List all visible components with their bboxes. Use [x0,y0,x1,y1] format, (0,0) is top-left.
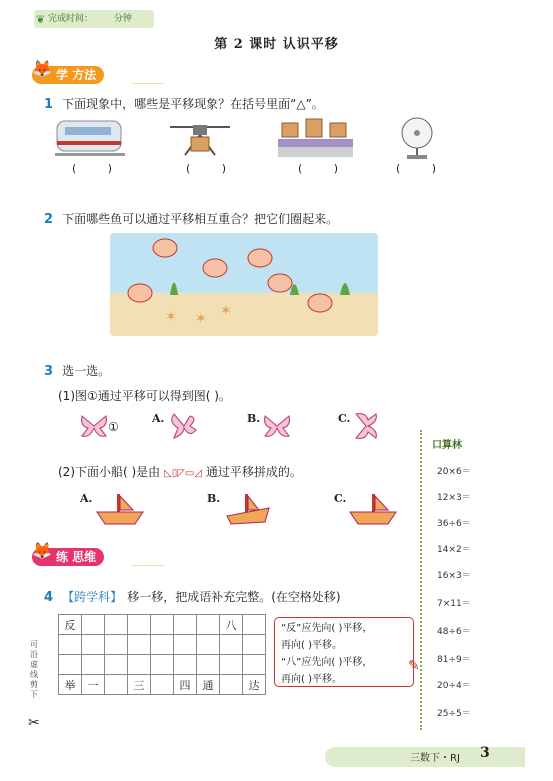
grid-cell[interactable] [220,635,243,655]
q1-number: 1 [44,97,54,112]
banner-divider [132,83,164,84]
grid-cell[interactable] [59,635,82,655]
shape-pieces-icon: ◺▯◸▭◿ [164,468,203,479]
grid-cell[interactable] [105,655,128,675]
grid-cell[interactable] [128,635,151,655]
q3-2-option-a[interactable]: A. [80,492,93,505]
calc-item-2: 12×3＝ [437,493,471,503]
time-bar [34,10,154,28]
banner-divider [132,565,164,566]
q4-text: 移一移，把成语补充完整。(在空格处移) [127,590,341,604]
grid-cell[interactable] [128,655,151,675]
section-learn-banner [32,59,172,84]
grid-cell[interactable] [174,615,197,635]
q4-number: 4 [44,590,54,605]
calc-title: 口算林 [432,440,462,451]
grid-cell[interactable] [174,655,197,675]
grid-cell[interactable]: 达 [243,675,266,695]
circled-one-label: ① [108,420,119,434]
grid-row-2 [59,635,266,655]
grid-cell[interactable] [197,655,220,675]
idiom-note-box [274,617,414,687]
grid-row-4 [59,675,266,695]
grid-row-3 [59,655,266,675]
cut-along-line-note: 可沿虚线剪下 [30,640,38,699]
q3-sub2-suffix: 通过平移拼成的。 [205,465,302,479]
grid-cell[interactable] [174,635,197,655]
butterfly-a-icon [170,412,198,440]
grid-cell[interactable] [151,635,174,655]
q1-answer-1[interactable]: ( ) [72,162,127,175]
grid-cell[interactable] [197,615,220,635]
fish-tank-image [110,233,378,336]
boat-c-image [348,492,398,528]
q3-1-option-c[interactable]: C. [338,412,351,425]
lesson-title: 第 2 课时 认识平移 [214,37,339,52]
note-line-1: “反”应先向( )平移， [281,623,373,634]
train-image [55,115,125,160]
time-unit: 分钟 [113,14,132,24]
calc-item-1: 20×6＝ [437,467,471,477]
calc-item-7: 48÷6＝ [437,627,471,637]
grid-cell[interactable] [243,615,266,635]
calc-item-9: 20÷4＝ [437,681,471,691]
q3-2-option-c[interactable]: C. [334,492,347,505]
svg-text:✶: ✶ [165,309,177,325]
grid-cell[interactable]: 一 [82,675,105,695]
grid-cell[interactable] [105,615,128,635]
fox-mascot-icon: 🦊 [32,541,52,560]
grid-cell[interactable] [59,655,82,675]
q3-prompt [44,360,110,379]
q3-text: 选一选。 [62,364,111,378]
grid-cell[interactable]: 三 [128,675,151,695]
grid-cell[interactable]: 八 [220,615,243,635]
grid-cell[interactable]: 通 [197,675,220,695]
calc-item-8: 81÷9＝ [437,655,471,665]
note-line-3: “八”应先向( )平移， [281,657,373,668]
grid-row-1 [59,615,266,635]
calc-item-6: 7×11＝ [437,599,471,609]
pencil-icon: ✎ [408,658,420,674]
section-practice-label: 练 思维 [32,548,104,566]
page-info: 三数下・RJ [410,753,460,764]
leaf-icon: ❦ [36,13,46,26]
grid-cell[interactable] [82,655,105,675]
grid-cell[interactable] [82,635,105,655]
drone-image [165,115,235,160]
grid-cell[interactable] [220,655,243,675]
q1-prompt [44,93,324,112]
grid-cell[interactable] [243,655,266,675]
q3-number: 3 [44,364,54,379]
grid-cell[interactable] [82,615,105,635]
q1-answer-2[interactable]: ( ) [186,162,241,175]
grid-cell[interactable] [128,615,151,635]
fox-mascot-icon: 🦊 [32,59,52,78]
q2-text: 下面哪些鱼可以通过平移相互重合？把它们圈起来。 [62,212,339,226]
grid-cell[interactable]: 四 [174,675,197,695]
boat-b-image [223,492,273,528]
grid-cell[interactable] [151,655,174,675]
time-label: 完成时间： [48,14,94,24]
conveyor-image [278,115,353,160]
grid-cell[interactable] [243,635,266,655]
butterfly-c-icon [352,412,380,440]
section-practice-banner [32,541,172,566]
calc-item-10: 25÷5＝ [437,709,471,719]
q4-tag: 【跨学科】 [62,590,123,604]
calc-divider [420,430,423,730]
q3-sub2-prefix: (2)下面小船( )是由 [58,465,161,479]
q2-number: 2 [44,212,54,227]
q4-prompt [44,586,341,605]
q2-prompt [44,208,338,227]
grid-cell[interactable] [105,675,128,695]
q3-sub1: (1)图①通过平移可以得到图( )。 [58,389,231,403]
note-line-4: 再向( )平移。 [281,674,342,685]
butterfly-original-icon [80,412,108,440]
q3-1-option-b[interactable]: B. [247,412,261,425]
q1-text: 下面现象中，哪些是平移现象？在括号里面“△”。 [62,97,324,111]
grid-cell[interactable] [105,635,128,655]
q1-answer-3[interactable]: ( ) [298,162,353,175]
grid-cell[interactable] [151,615,174,635]
calc-item-5: 16×3＝ [437,571,471,581]
boat-a-image [95,492,145,528]
grid-cell[interactable]: 举 [59,675,82,695]
q3-1-option-a[interactable]: A. [152,412,165,425]
butterfly-b-icon [263,412,291,440]
idiom-grid[interactable] [58,614,266,695]
q3-sub2 [58,463,302,480]
grid-cell[interactable] [151,675,174,695]
calc-item-4: 14×2＝ [437,545,471,555]
grid-cell[interactable] [220,675,243,695]
grid-cell[interactable]: 反 [59,615,82,635]
note-line-2: 再向( )平移。 [281,640,342,651]
scissors-icon: ✂ [28,715,40,731]
svg-text:✶: ✶ [195,311,207,327]
grid-cell[interactable] [197,635,220,655]
fan-image [395,115,440,160]
page-number: 3 [480,745,490,761]
q1-answer-4[interactable]: ( ) [396,162,451,175]
section-learn-label: 学 方法 [32,66,104,84]
svg-text:✶: ✶ [220,303,232,319]
calc-item-3: 36÷6＝ [437,519,471,529]
q3-2-option-b[interactable]: B. [207,492,221,505]
